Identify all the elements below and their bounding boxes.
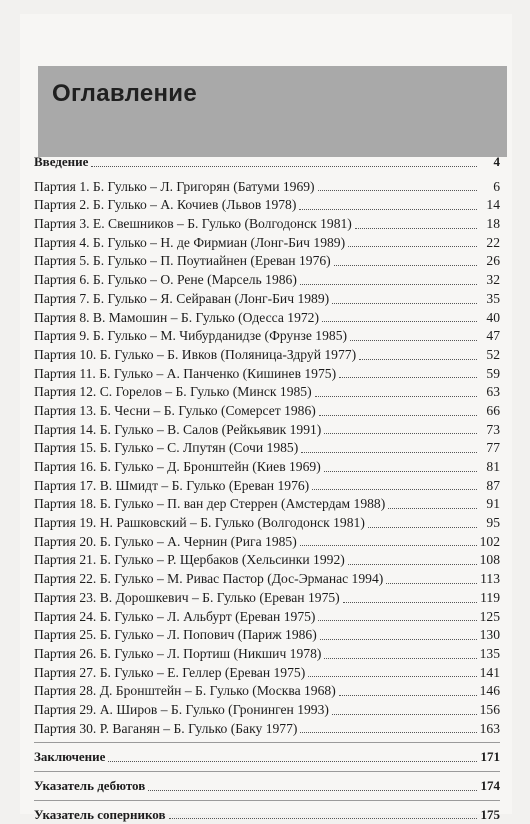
toc-entry-page: 22: [486, 234, 500, 250]
toc-entry-game: [34, 645, 500, 664]
toc-entry-title: Партия 9. Б. Гулько – М. Чибурданидзе (Фрунзе 1985): [34, 328, 348, 344]
toc-entry-page: 156: [479, 701, 500, 717]
toc-entry-title: Партия 19. Н. Рашковский – Б. Гулько (Волгодонск 1981): [34, 515, 365, 531]
toc-entry-game: [34, 365, 500, 384]
toc-entry-title: Введение: [34, 154, 89, 169]
toc-entry-title: Указатель соперников: [34, 806, 166, 822]
toc-entry-game: [34, 439, 500, 458]
toc-entry-game: [34, 495, 500, 514]
contents-header: [38, 66, 507, 157]
toc-entry-title: Партия 4. Б. Гулько – Н. де Фирмиан (Лонг-Бич 1989): [34, 234, 346, 250]
toc-entry-game: [34, 383, 500, 402]
toc-entry-title: Партия 26. Б. Гулько – Л. Портиш (Никшич 1978): [34, 645, 322, 661]
section-divider: [34, 742, 500, 743]
leader-dots: [359, 348, 477, 360]
leader-dots: [339, 684, 477, 696]
leader-dots: [319, 404, 477, 416]
toc-entry-game: [34, 682, 500, 701]
toc-entry-page: 119: [480, 589, 500, 605]
toc-entry-game: [34, 346, 500, 365]
leader-dots: [350, 329, 477, 341]
leader-dots: [322, 310, 477, 322]
toc-entry-page: 81: [486, 459, 500, 474]
toc-entry-title: Партия 3. Е. Свешников – Б. Гулько (Волгодонск 1981): [34, 216, 352, 232]
toc-entry-title: Партия 29. А. Широв – Б. Гулько (Гронинген 1993): [34, 701, 329, 717]
toc-entry-game: [34, 234, 500, 253]
toc-entry-intro: [34, 153, 500, 172]
toc-entry-title: Партия 30. Р. Ваганян – Б. Гулько (Баку 1977): [34, 720, 298, 736]
toc-entry-title: Партия 13. Б. Чесни – Б. Гулько (Сомерсет 1986): [34, 402, 316, 418]
toc-entry-title: Партия 11. Б. Гулько – А. Панченко (Кишинев 1975): [34, 365, 337, 381]
section-divider: [34, 771, 500, 772]
toc-entry-page: 77: [486, 440, 500, 456]
leader-dots: [300, 273, 477, 285]
toc-entry-page: 32: [486, 272, 500, 288]
section-divider: [34, 800, 500, 801]
leader-dots: [308, 665, 476, 677]
toc-entry-game: [34, 196, 500, 215]
toc-entry-page: 35: [486, 290, 500, 306]
toc-entry-game: [34, 290, 500, 309]
leader-dots: [301, 441, 477, 453]
toc-entry-page: 163: [479, 720, 500, 736]
toc-entry-game: [34, 327, 500, 346]
leader-dots: [318, 609, 476, 621]
toc-entry-page: 73: [486, 421, 500, 437]
toc-entry-page: 18: [486, 216, 500, 232]
toc-entry-page: 113: [480, 571, 500, 587]
toc-entry-page: 59: [486, 365, 500, 381]
toc-entry-game: [34, 570, 500, 589]
toc-entry-page: 102: [479, 533, 500, 549]
toc-entry-title: Партия 16. Б. Гулько – Д. Бронштейн (Киев 1969): [34, 459, 321, 474]
leader-dots: [148, 779, 477, 791]
toc-entry-game: [34, 421, 500, 440]
toc-entry-game: [34, 720, 500, 739]
toc-entry-page: 6: [493, 178, 500, 194]
leader-dots: [312, 478, 477, 490]
toc-entry-page: 52: [486, 346, 500, 362]
leader-dots: [108, 750, 477, 762]
toc-entry-page: 14: [486, 197, 500, 213]
toc-entry-game: [34, 664, 500, 683]
toc-entry-page: 135: [479, 645, 500, 661]
leader-dots: [334, 254, 477, 266]
toc-entry-page: 175: [480, 806, 500, 822]
leader-dots: [388, 497, 477, 509]
toc-entry-title: Партия 10. Б. Гулько – Б. Ивков (Поляница-Здруй 1977): [34, 346, 357, 362]
toc-entry-page: 146: [479, 683, 500, 699]
toc-entry-game: [34, 608, 500, 627]
toc-entry-title: Партия 27. Б. Гулько – Е. Геллер (Ереван 1975): [34, 664, 306, 680]
toc-entry-game: [34, 252, 500, 271]
toc-entry-page: 26: [486, 253, 500, 269]
leader-dots: [339, 366, 477, 378]
toc-entry-title: Партия 20. Б. Гулько – А. Чернин (Рига 1985): [34, 533, 297, 549]
toc-entry-page: 141: [479, 664, 500, 680]
toc-entry-page: 66: [486, 402, 500, 418]
toc-entry-title: Партия 25. Б. Гулько – Л. Попович (Париж 1986): [34, 627, 317, 643]
toc-entry-game: [34, 551, 500, 570]
toc-entry-title: Партия 14. Б. Гулько – В. Салов (Рейкьявик 1991): [34, 421, 322, 437]
toc-entry-page: 47: [486, 328, 500, 344]
toc-entry-page: 171: [480, 749, 500, 765]
toc-entry-game: [34, 178, 500, 197]
toc-entry-game: [34, 589, 500, 608]
toc-entry-title: Партия 21. Б. Гулько – Р. Щербаков (Хельсинки 1992): [34, 552, 345, 568]
toc-entry-game: [34, 402, 500, 421]
toc-entry-game: [34, 458, 500, 477]
toc-entry-title: Партия 5. Б. Гулько – П. Поутиайнен (Ереван 1976): [34, 253, 331, 269]
games-list: [34, 178, 500, 739]
toc-entry-page: 4: [493, 154, 500, 169]
toc-entry-title: Партия 7. Б. Гулько – Я. Сейраван (Лонг-Бич 1989): [34, 290, 330, 306]
page-title: Оглавление: [52, 80, 197, 107]
toc-entry-game: [34, 626, 500, 645]
leader-dots: [300, 534, 477, 546]
toc-entry-page: 130: [479, 627, 500, 643]
toc-entry-title: Партия 18. Б. Гулько – П. ван дер Стеррен (Амстердам 1988): [34, 496, 386, 512]
leader-dots: [332, 703, 477, 715]
leader-dots: [318, 179, 477, 191]
toc-entry-conclusion: [34, 748, 500, 767]
toc-entry-game: [34, 309, 500, 328]
leader-dots: [332, 292, 477, 304]
leader-dots: [324, 647, 476, 659]
toc-entry-page: 87: [486, 477, 500, 493]
toc-entry-game: [34, 514, 500, 533]
toc-entry-page: 40: [486, 309, 500, 325]
toc-entry-page: 174: [480, 778, 500, 793]
toc-entry-game: [34, 701, 500, 720]
toc-entry-openings-index: [34, 777, 500, 796]
leader-dots: [343, 591, 477, 603]
leader-dots: [299, 198, 477, 210]
toc-entry-title: Партия 1. Б. Гулько – Л. Григорян (Батуми 1969): [34, 178, 315, 194]
leader-dots: [91, 155, 477, 167]
toc-entry-page: 108: [479, 552, 500, 568]
toc-entry-title: Заключение: [34, 749, 106, 765]
toc-entry-title: Указатель дебютов: [34, 778, 146, 793]
toc-entry-game: [34, 215, 500, 234]
leader-dots: [315, 385, 477, 397]
toc-entry-title: Партия 8. В. Мамошин – Б. Гулько (Одесса 1972): [34, 309, 319, 325]
toc-entry-title: Партия 28. Д. Бронштейн – Б. Гулько (Москва 1968): [34, 683, 336, 699]
toc-entry-game: [34, 533, 500, 552]
leader-dots: [355, 217, 477, 229]
toc-entry-game: [34, 271, 500, 290]
toc-entry-game: [34, 477, 500, 496]
toc-entry-title: Партия 15. Б. Гулько – С. Лпутян (Сочи 1985): [34, 440, 299, 456]
leader-dots: [348, 553, 477, 565]
toc-entry-title: Партия 6. Б. Гулько – О. Рене (Марсель 1986): [34, 272, 297, 288]
toc-entry-page: 63: [486, 384, 500, 400]
leader-dots: [386, 572, 477, 584]
toc-entry-page: 91: [486, 496, 500, 512]
leader-dots: [368, 516, 477, 528]
toc-entry-title: Партия 24. Б. Гулько – Л. Альбурт (Ереван 1975): [34, 608, 316, 624]
leader-dots: [348, 235, 477, 247]
toc-entry-title: Партия 12. С. Горелов – Б. Гулько (Минск 1985): [34, 384, 312, 400]
leader-dots: [320, 628, 477, 640]
toc-entry-title: Партия 2. Б. Гулько – А. Кочиев (Львов 1978): [34, 197, 297, 213]
table-of-contents: [34, 153, 500, 824]
toc-entry-page: 95: [486, 515, 500, 531]
leader-dots: [324, 422, 477, 434]
toc-entry-title: Партия 22. Б. Гулько – М. Ривас Пастор (Дос-Эрманас 1994): [34, 571, 384, 587]
toc-entry-title: Партия 23. В. Дорошкевич – Б. Гулько (Ереван 1975): [34, 589, 340, 605]
toc-entry-title: Партия 17. В. Шмидт – Б. Гулько (Ереван 1976): [34, 477, 310, 493]
toc-entry-opponents-index: [34, 806, 500, 824]
leader-dots: [324, 460, 477, 472]
toc-entry-page: 125: [479, 608, 500, 624]
leader-dots: [169, 807, 478, 819]
leader-dots: [300, 721, 476, 733]
